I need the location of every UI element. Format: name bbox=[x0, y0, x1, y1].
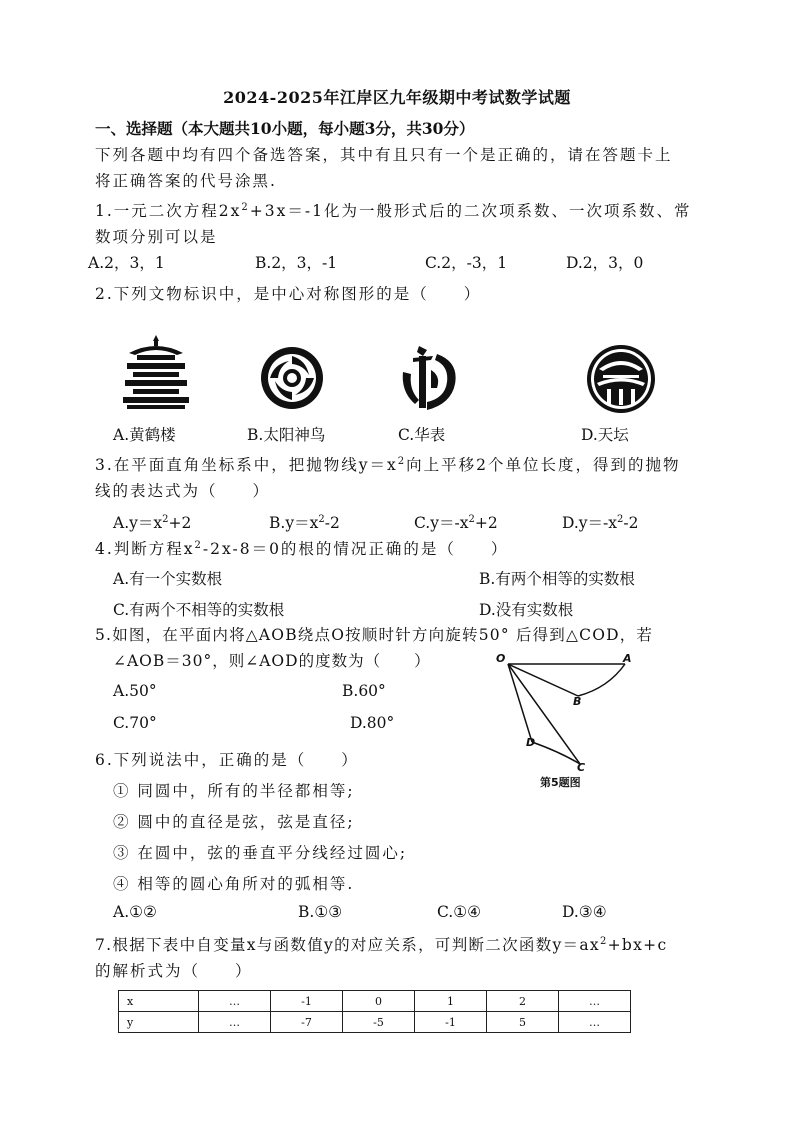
table-cell: -1 bbox=[271, 991, 343, 1012]
instructions-line-2: 将正确答案的代号涂黑. bbox=[95, 172, 277, 190]
temple-of-heaven-logo-icon bbox=[585, 343, 657, 415]
page-title: 2024-2025年江岸区九年级期中考试数学试题 bbox=[223, 88, 571, 107]
sun-bird-logo-icon bbox=[259, 345, 325, 411]
table-cell: 2 bbox=[487, 991, 559, 1012]
q3-option-d[interactable]: $D.y=-x^2-2$ bbox=[562, 513, 639, 532]
q6-statement-2: ② 圆中的直径是弦，弦是直径; bbox=[113, 813, 355, 831]
q4-option-c[interactable]: C.有两个不相等的实数根 bbox=[113, 601, 285, 619]
point-label-o: O bbox=[496, 652, 506, 665]
table-cell: -1 bbox=[415, 1012, 487, 1033]
q6-option-b[interactable]: B.①③ bbox=[298, 903, 343, 921]
q5-stem-line-1: 5.如图，在平面内将△AOB绕点O按顺时针方向旋转50° 后得到△COD，若 bbox=[95, 626, 654, 644]
q1-option-d[interactable]: D.2，3，0 bbox=[566, 254, 644, 272]
table-cell: 0 bbox=[343, 991, 415, 1012]
q1-option-b[interactable]: B.2，3，-1 bbox=[255, 254, 338, 272]
q4-option-a[interactable]: A.有一个实数根 bbox=[113, 570, 223, 588]
point-label-a: A bbox=[623, 652, 632, 665]
q6-option-c[interactable]: C.①④ bbox=[437, 903, 482, 921]
q2-option-d[interactable]: D.天坛 bbox=[581, 426, 629, 444]
figure-caption: 第5题图 bbox=[540, 776, 581, 789]
q5-option-c[interactable]: C.70° bbox=[113, 714, 157, 732]
q4-option-d[interactable]: D.没有实数根 bbox=[479, 601, 574, 619]
table-cell: y bbox=[119, 1012, 199, 1033]
q6-statement-3: ③ 在圆中，弦的垂直平分线经过圆心; bbox=[113, 844, 408, 862]
q5-stem-line-2: ∠AOB＝30°，则∠AOD的度数为（ ） bbox=[113, 652, 431, 670]
q3-option-b[interactable]: $B.y=x^2-2$ bbox=[269, 513, 340, 532]
table-cell: … bbox=[559, 991, 631, 1012]
point-label-b: B bbox=[573, 695, 582, 708]
table-cell: -5 bbox=[343, 1012, 415, 1033]
q6-statement-4: ④ 相等的圆心角所对的弧相等. bbox=[113, 875, 355, 893]
point-label-d: D bbox=[526, 736, 536, 749]
instructions-line-1: 下列各题中均有四个备选答案，其中有且只有一个是正确的，请在答题卡上 bbox=[95, 146, 673, 164]
q2-stem: 2.下列文物标识中，是中心对称图形的是（ ） bbox=[95, 285, 482, 303]
q3-option-c[interactable]: $C.y=-x^2+2$ bbox=[414, 513, 498, 532]
q2-option-c[interactable]: C.华表 bbox=[398, 426, 446, 444]
table-cell: … bbox=[199, 991, 271, 1012]
point-label-c: C bbox=[577, 761, 586, 774]
q7-stem-line-1: 7.根据下表中自变量x与函数值y的对应关系，可判断二次函数$y=ax^2+bx+c$ bbox=[95, 935, 668, 954]
huabiao-logo-icon bbox=[397, 342, 461, 414]
q4-stem: 4.判断方程$x^2-2x-8=0$的根的情况正确的是（ ） bbox=[95, 539, 509, 558]
q1-stem-line-1: 1.一元二次方程$2x^2+3x=-1$化为一般形式后的二次项系数、一次项系数、常 bbox=[95, 201, 692, 220]
q1-stem-line-2: 数项分别可以是 bbox=[95, 228, 218, 246]
q4-option-b[interactable]: B.有两个相等的实数根 bbox=[479, 570, 635, 588]
q1-option-a[interactable]: A.2，3，1 bbox=[88, 254, 165, 272]
table-cell: 1 bbox=[415, 991, 487, 1012]
q1-option-c[interactable]: C.2，-3，1 bbox=[425, 254, 508, 272]
q6-option-a[interactable]: A.①② bbox=[113, 903, 157, 921]
q6-option-d[interactable]: D.③④ bbox=[562, 903, 607, 921]
q5-option-d[interactable]: D.80° bbox=[350, 714, 395, 732]
table-cell: 5 bbox=[487, 1012, 559, 1033]
q5-option-b[interactable]: B.60° bbox=[342, 682, 386, 700]
pagoda-logo-icon bbox=[121, 333, 191, 411]
table-row bbox=[119, 1012, 631, 1033]
q5-figure bbox=[490, 648, 640, 798]
section-heading: 一、选择题（本大题共10小题，每小题3分，共30分） bbox=[95, 119, 475, 138]
table-row bbox=[119, 991, 631, 1012]
q6-stem: 6.下列说法中，正确的是（ ） bbox=[95, 751, 359, 769]
q7-stem-line-2: 的解析式为（ ） bbox=[95, 962, 253, 980]
table-cell: … bbox=[559, 1012, 631, 1033]
table-cell: … bbox=[199, 1012, 271, 1033]
q2-option-a[interactable]: A.黄鹤楼 bbox=[113, 426, 176, 444]
q2-option-b[interactable]: B.太阳神鸟 bbox=[247, 426, 326, 444]
q6-statement-1: ① 同圆中，所有的半径都相等; bbox=[113, 782, 355, 800]
table-cell: x bbox=[119, 991, 199, 1012]
q5-option-a[interactable]: A.50° bbox=[113, 682, 157, 700]
q7-value-table bbox=[118, 990, 631, 1033]
q3-stem-line-1: 3.在平面直角坐标系中，把抛物线$y=x^2$向上平移2个单位长度，得到的抛物 bbox=[95, 455, 681, 474]
q3-option-a[interactable]: $A.y=x^2+2$ bbox=[113, 513, 192, 532]
q3-stem-line-2: 线的表达式为（ ） bbox=[95, 482, 271, 500]
table-cell: -7 bbox=[271, 1012, 343, 1033]
